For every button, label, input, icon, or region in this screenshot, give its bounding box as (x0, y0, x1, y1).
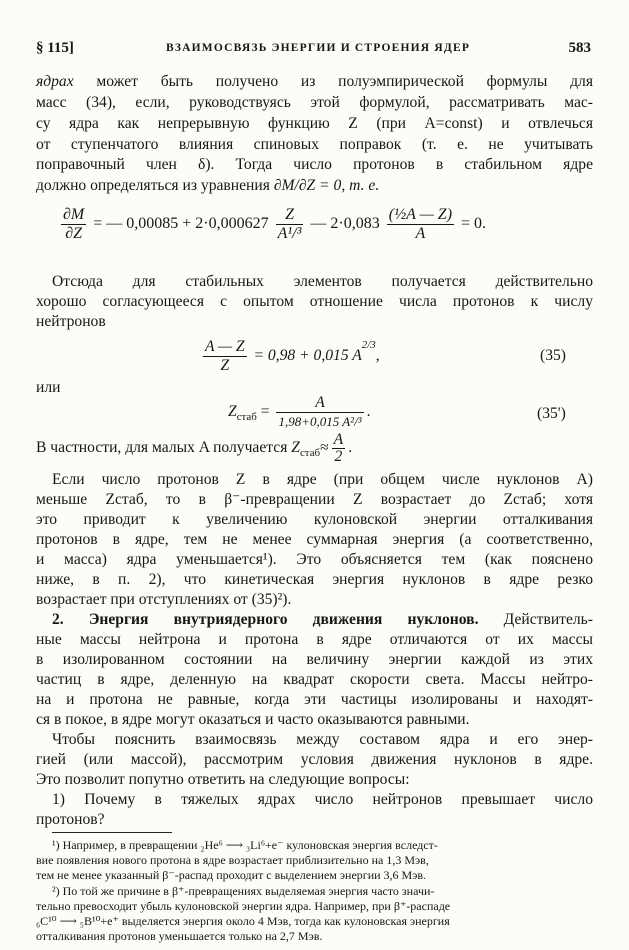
subscript: стаб (236, 411, 257, 424)
text-line: ниже, в п. 2), что кинетическая энергия нуклонов в ядре резко (36, 571, 593, 588)
fraction (332, 432, 346, 465)
text-line: гией (или массой), рассмотрим условия движения нуклонов в ядре. (36, 751, 593, 768)
text-line: поправочный член δ). Тогда число протонов в стабильном ядре (36, 156, 593, 173)
text-span: Действитель- (503, 611, 593, 628)
text-line: возрастает при отступлениях от (35)²). (36, 591, 292, 608)
numerator: A (276, 394, 363, 413)
exponent: 2/3 (361, 339, 376, 351)
equation-35-prime (228, 394, 528, 431)
denominator: A¹/³ (277, 225, 302, 242)
text-line: в изолированном состоянии на величину энергии каждой из этих (36, 651, 593, 668)
denominator: ∂Z (65, 225, 83, 242)
text-line: на и протона не равные, когда эти частицы изолированы и находят- (36, 691, 593, 708)
denominator: 1,98+0,015 A²/³ (278, 414, 362, 429)
text-line: протонов в ядре, тем не менее суммарная энергия (а соответственно, (36, 531, 593, 548)
numerator: (½A — Z) (388, 206, 453, 223)
numerator: ∂M (63, 206, 85, 223)
text-line: 1) Почему в тяжелых ядрах число нейтронов превышает число (52, 791, 593, 808)
equation-term: = 0,98 + 0,015 A (253, 347, 362, 364)
italic-word: ядрах (36, 73, 74, 90)
footnote-rule (52, 832, 172, 833)
text-line: меньше Zстаб, то в β⁻-превращении Z возрастает до Zстаб; хотя (36, 491, 593, 508)
text-line: это приводит к увеличению кулоновской энергии отталкивания (36, 511, 593, 528)
page-number: 583 (568, 40, 591, 56)
subscript: стаб (299, 447, 321, 460)
equation-term: Z (291, 439, 300, 457)
numerator: A (333, 431, 344, 448)
equation-term: = 0. (461, 215, 487, 233)
text-line: Если число протонов Z в ядре (при общем числе нуклонов A) (52, 471, 593, 488)
section-heading: 2. Энергия внутриядерного движения нуклонов. (52, 611, 479, 628)
footnote-line: тельно превосходит убыль кулоновской энергии ядра. Например, при β⁺-распаде (36, 899, 451, 913)
text-line (36, 72, 593, 92)
main-equation (58, 206, 598, 243)
text-line: Это позволит попутно ответить на следующие вопросы: (36, 771, 410, 788)
text-line: хорошо согласующееся с опытом отношение числа протонов к числу (36, 293, 593, 310)
text-line: масс (34), если, руководствуясь этой формулой, рассматривать мас- (36, 94, 593, 111)
equation-term: . (366, 403, 371, 421)
equation-term: Z (228, 403, 237, 421)
footnote-line: вие появления нового протона в ядре возрастает приблизительно на 1,3 Мэв, (36, 853, 429, 867)
text-span: В частности, для малых A получается (36, 439, 288, 457)
numerator: Z (276, 206, 304, 225)
text-line: частиц в ядре, деленную на квадрат скорости света. Массы нейтро- (36, 671, 593, 688)
text-line: су ядра как непрерывную функцию Z (при A=const) и отвлечься (36, 115, 593, 132)
running-title: ВЗАИМОСВЯЗЬ ЭНЕРГИИ И СТРОЕНИЯ ЯДЕР (166, 42, 471, 54)
equation-term: = — 0,00085 + 2·0,000627 (93, 215, 269, 233)
equation-term: ≈ (320, 439, 329, 457)
equation-term: , (375, 347, 380, 364)
fraction (387, 206, 454, 243)
text-line: ные массы нейтрона и протона в ядре отличаются от их массы (36, 631, 593, 648)
equation-term: — 2·0,083 (310, 215, 380, 233)
text-line (52, 610, 593, 630)
footnote-line: ²) По той же причине в β⁺-превращениях выделяемая энергия часто значи- (52, 884, 435, 898)
equation-label: (35') (537, 405, 566, 422)
text-line: протонов? (36, 811, 105, 828)
text-line: Чтобы пояснить взаимосвязь между составом ядра и его энер- (52, 731, 593, 748)
denominator: 2 (334, 448, 343, 465)
text-span: может быть получено из полуэмпирической формулы для (96, 73, 593, 90)
denominator: A (415, 225, 426, 242)
text-span: должно определяться из уравнения (36, 177, 270, 194)
footnote-line: ¹) Например, в превращении ₂He⁶ ⟶ ₃Li⁶+e⁻ кулоновская энергия вследст- (52, 838, 438, 852)
fraction (276, 394, 363, 431)
footnote-line: тем не менее указанный β⁻-распад проходит с выделением энергии 3,6 Мэв. (36, 868, 427, 882)
footnote-line: отталкивания протонов уменьшается только на 2,7 Мэв. (36, 929, 323, 943)
equation-label: (35) (540, 347, 566, 364)
equation-35 (200, 336, 500, 375)
text-line (36, 432, 593, 465)
inline-equation: ∂M/∂Z = 0, т. е. (273, 177, 380, 194)
text-line: Отсюда для стабильных элементов получается действительно (52, 273, 593, 290)
text-line: ся в покое, в ядре могут оказаться и часто оказываются равными. (36, 711, 470, 728)
text-line: и масса) ядра уменьшается¹). Это объясняется тем (как пояснено (36, 551, 593, 568)
fraction (61, 206, 86, 243)
numerator: A — Z (205, 337, 245, 355)
text-line: от ступенчатого влияния спиновых поправок (т. е. не учитывать (36, 136, 593, 153)
equation-term: . (348, 439, 353, 457)
text-line (36, 176, 593, 196)
fraction (276, 206, 304, 243)
text-line: нейтронов (36, 313, 106, 330)
fraction (203, 338, 247, 375)
equation-term: = (260, 403, 270, 421)
denominator: Z (220, 356, 230, 374)
section-number: § 115] (36, 40, 74, 56)
running-header (36, 40, 591, 62)
text-line: или (36, 379, 61, 396)
footnote-line: ₆C¹⁰ ⟶ ₅B¹⁰+e⁺ выделяется энергия около 4 Мэв, тогда как кулоновская энергия (36, 914, 450, 928)
